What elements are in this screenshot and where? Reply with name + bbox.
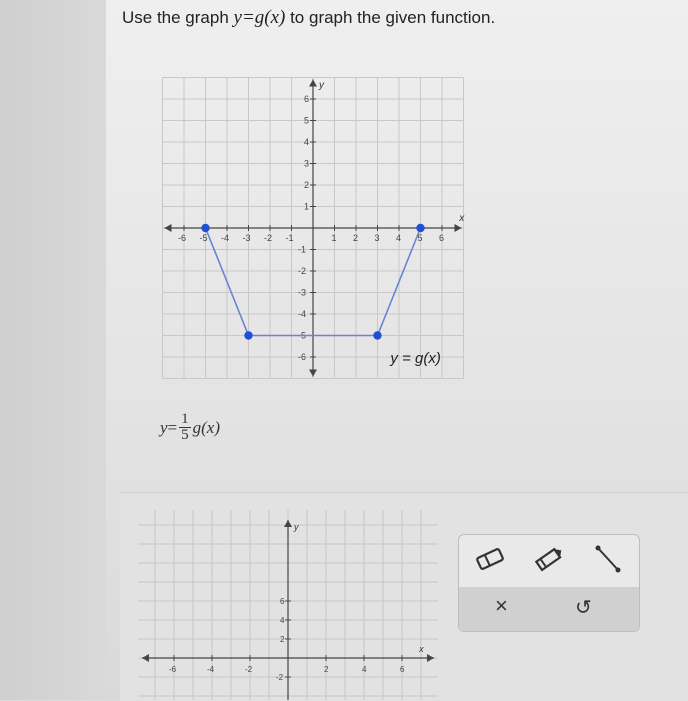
x-tick-label: -2 bbox=[264, 233, 273, 243]
x-tick-label: 2 bbox=[353, 233, 359, 243]
x-tick-label: 6 bbox=[400, 665, 405, 674]
data-point bbox=[201, 224, 209, 232]
y-tick-label: -2 bbox=[298, 266, 307, 276]
fraction: $\frac{1}{5}$ bbox=[181, 411, 189, 443]
y-tick-label: 2 bbox=[280, 635, 285, 644]
data-point bbox=[373, 331, 381, 339]
x-tick-label: 6 bbox=[439, 233, 445, 243]
y-axis-arrow-down bbox=[309, 370, 317, 377]
y-tick-label: 3 bbox=[304, 158, 310, 169]
question-instruction: Use the graph y=g(x) to graph the given function. bbox=[122, 7, 496, 28]
y-axis-arrow-up bbox=[309, 80, 317, 87]
y-axis-label: y bbox=[319, 79, 324, 91]
data-point bbox=[244, 331, 252, 339]
x-tick-label: -6 bbox=[169, 665, 177, 674]
y-tick-label: -1 bbox=[298, 244, 307, 255]
x-tick-label: -2 bbox=[245, 665, 253, 674]
y-tick-label: -5 bbox=[298, 330, 307, 341]
x-tick-label: -4 bbox=[207, 665, 215, 674]
y-tick-label: 6 bbox=[280, 597, 285, 606]
line-tool-icon[interactable] bbox=[593, 543, 623, 580]
x-tick-label: -1 bbox=[285, 233, 294, 243]
x-tick-label: -4 bbox=[221, 233, 230, 243]
tool-actions-row bbox=[459, 587, 639, 631]
undo-button[interactable]: ↺ bbox=[575, 597, 592, 619]
y-tick-label: 6 bbox=[304, 94, 310, 104]
x-axis-label: x bbox=[459, 213, 465, 224]
x-axis-arrow-left bbox=[165, 224, 172, 232]
x-tick-label: -5 bbox=[199, 233, 208, 243]
y-tick-label: 5 bbox=[304, 115, 310, 126]
x-tick-label: 2 bbox=[324, 665, 329, 674]
pencil-icon[interactable] bbox=[533, 545, 565, 578]
x-axis-arrow-right bbox=[427, 654, 434, 662]
eraser-icon[interactable] bbox=[475, 547, 505, 576]
y-tick-label: -4 bbox=[298, 309, 307, 319]
x-tick-label: 4 bbox=[396, 233, 402, 243]
x-axis-label: x bbox=[419, 644, 424, 654]
x-tick-label: -3 bbox=[242, 233, 251, 243]
x-axis-arrow-right bbox=[455, 224, 462, 232]
x-tick-label: 5 bbox=[417, 233, 423, 243]
y-tick-label: 1 bbox=[304, 201, 310, 212]
graph-tools-palette bbox=[458, 534, 640, 632]
x-tick-label: -6 bbox=[178, 233, 187, 243]
function-label: y = g(x) bbox=[390, 350, 441, 368]
x-axis-arrow-left bbox=[142, 654, 149, 662]
y-tick-label: -3 bbox=[298, 287, 307, 298]
x-tick-label: 4 bbox=[362, 665, 367, 674]
y-tick-label: -2 bbox=[276, 673, 284, 682]
answer-graph[interactable] bbox=[138, 510, 438, 700]
x-tick-label: 3 bbox=[374, 233, 380, 243]
y-tick-label: 4 bbox=[280, 616, 285, 625]
y-tick-label: 2 bbox=[304, 180, 310, 190]
y-tick-label: 4 bbox=[304, 137, 310, 147]
y-axis-arrow-up bbox=[284, 520, 292, 527]
target-function-label: y = $\frac{1}{5}$ g(x) bbox=[160, 411, 221, 443]
y-axis-label: y bbox=[294, 522, 299, 532]
y-tick-label: -6 bbox=[298, 352, 307, 362]
clear-button[interactable]: × bbox=[495, 593, 508, 618]
x-tick-label: 1 bbox=[331, 233, 337, 243]
data-point bbox=[416, 224, 424, 232]
given-graph bbox=[150, 50, 480, 390]
left-margin bbox=[0, 0, 106, 700]
